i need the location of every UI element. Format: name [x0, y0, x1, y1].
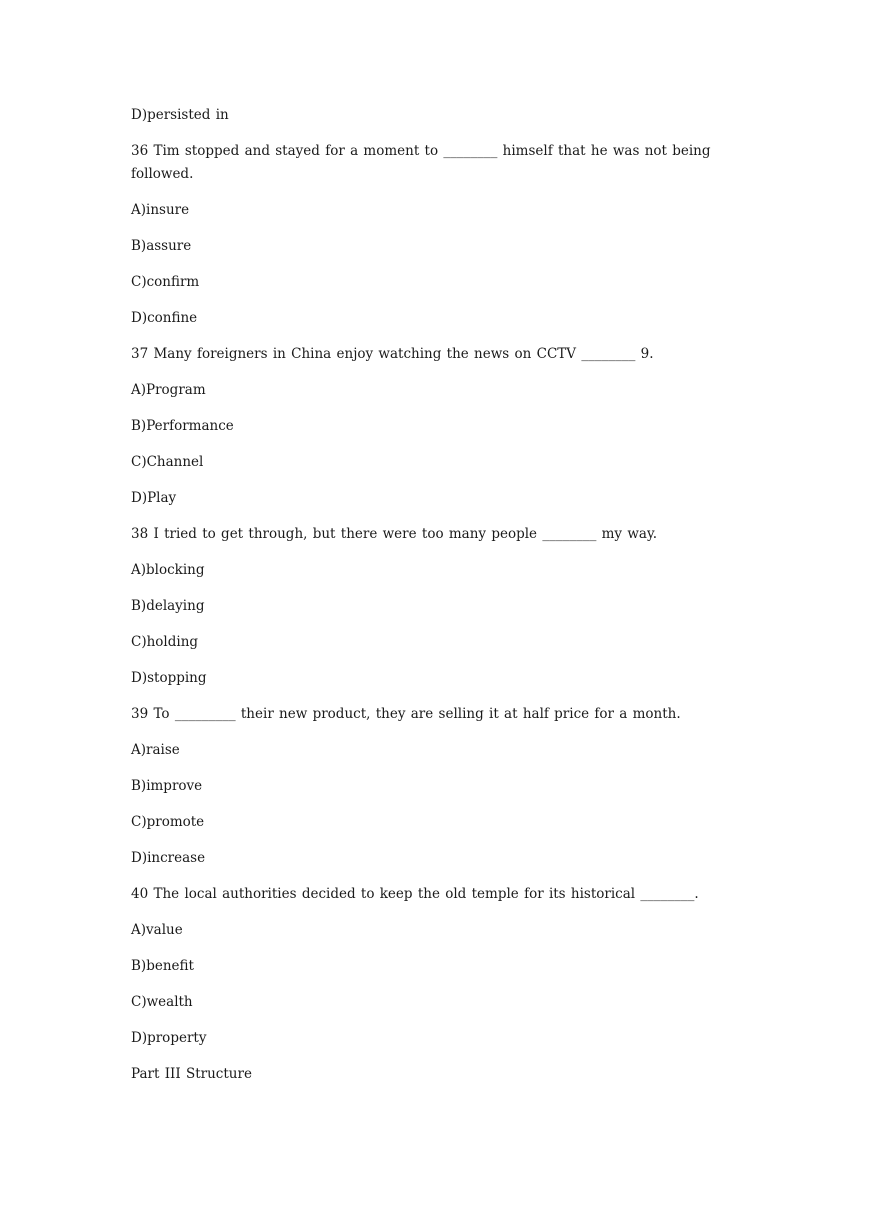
option-b-performance: B)Performance — [131, 418, 234, 434]
question-39: 39 To _________ their new product, they are selling it at half price for a month. — [131, 706, 681, 722]
option-b-assure: B)assure — [131, 238, 192, 254]
question-40: 40 The local authorities decided to keep the old temple for its historical ________. — [131, 886, 699, 902]
option-c-holding: C)holding — [131, 634, 199, 650]
option-d-stopping: D)stopping — [131, 670, 207, 686]
question-37: 37 Many foreigners in China enjoy watching the news on CCTV ________ 9. — [131, 346, 654, 362]
section-heading-part-iii: Part III Structure — [131, 1066, 252, 1082]
option-a-blocking: A)blocking — [131, 562, 205, 578]
option-d-persisted-in: D)persisted in — [131, 107, 229, 123]
question-38: 38 I tried to get through, but there were too many people ________ my way. — [131, 526, 658, 542]
option-c-confirm: C)confirm — [131, 274, 200, 290]
option-c-wealth: C)wealth — [131, 994, 193, 1010]
question-36: 36 Tim stopped and stayed for a moment to ________ himself that he was not being followed. — [131, 143, 716, 182]
option-d-confine: D)confine — [131, 310, 198, 326]
option-d-increase: D)increase — [131, 850, 206, 866]
document-page — [131, 104, 743, 1099]
option-c-channel: C)Channel — [131, 454, 204, 470]
option-b-benefit: B)benefit — [131, 958, 194, 974]
option-b-improve: B)improve — [131, 778, 203, 794]
option-a-value: A)value — [131, 922, 183, 938]
option-b-delaying: B)delaying — [131, 598, 205, 614]
option-c-promote: C)promote — [131, 814, 205, 830]
option-a-insure: A)insure — [131, 202, 190, 218]
option-a-raise: A)raise — [131, 742, 180, 758]
option-d-property: D)property — [131, 1030, 207, 1046]
option-a-program: A)Program — [131, 382, 206, 398]
option-d-play: D)Play — [131, 490, 177, 506]
